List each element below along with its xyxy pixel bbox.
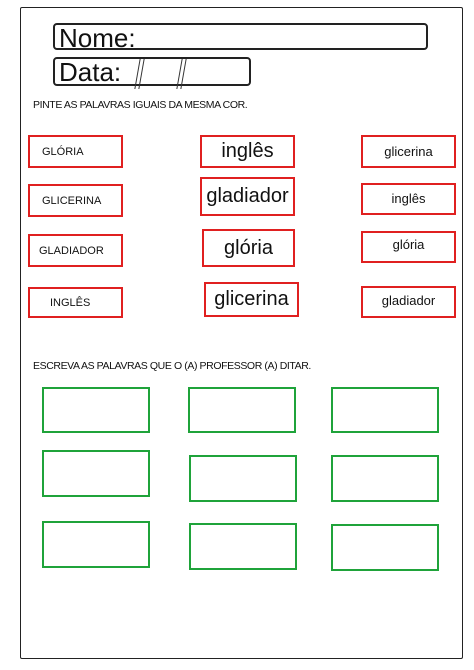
name-field[interactable]	[53, 23, 428, 53]
word-box[interactable]	[202, 229, 295, 267]
word-label: GLADIADOR	[39, 244, 104, 257]
answer-box[interactable]	[189, 455, 297, 502]
instruction-write: ESCREVA AS PALAVRAS QUE O (A) PROFESSOR (A) DITAR.	[33, 360, 311, 372]
word-box[interactable]	[361, 286, 456, 318]
date-label: Data:	[59, 57, 122, 87]
word-label: inglês	[391, 191, 426, 206]
word-box[interactable]	[28, 234, 123, 267]
word-label: gladiador	[206, 185, 289, 207]
word-box[interactable]	[200, 135, 295, 168]
answer-box[interactable]	[331, 524, 439, 571]
word-box[interactable]	[200, 177, 295, 216]
word-label: glória	[224, 236, 273, 259]
word-box[interactable]	[361, 231, 456, 263]
answer-box[interactable]	[189, 523, 297, 570]
answer-box[interactable]	[42, 521, 150, 568]
word-box[interactable]	[361, 135, 456, 168]
date-field[interactable]	[53, 57, 251, 86]
word-box[interactable]	[28, 135, 123, 168]
word-label: glicerina	[214, 288, 289, 310]
word-label: inglês	[221, 140, 274, 162]
word-box[interactable]	[204, 282, 299, 317]
answer-box[interactable]	[42, 450, 150, 497]
answer-box[interactable]	[42, 387, 150, 433]
word-label: glicerina	[384, 144, 433, 159]
word-label: gladiador	[381, 293, 436, 308]
name-label: Nome:	[59, 23, 136, 53]
word-box[interactable]	[28, 184, 123, 217]
word-label: GLÓRIA	[42, 145, 84, 158]
word-box[interactable]	[361, 183, 456, 215]
date-separator-2	[176, 59, 186, 89]
word-box[interactable]	[28, 287, 123, 318]
answer-box[interactable]	[188, 387, 296, 433]
date-separator-1	[134, 59, 144, 89]
instruction-paint: PINTE AS PALAVRAS IGUAIS DA MESMA COR.	[33, 99, 248, 111]
word-label: INGLÊS	[50, 296, 91, 309]
answer-box[interactable]	[331, 455, 439, 502]
answer-box[interactable]	[331, 387, 439, 433]
word-label: glória	[392, 237, 425, 252]
word-label: GLICERINA	[42, 194, 102, 207]
